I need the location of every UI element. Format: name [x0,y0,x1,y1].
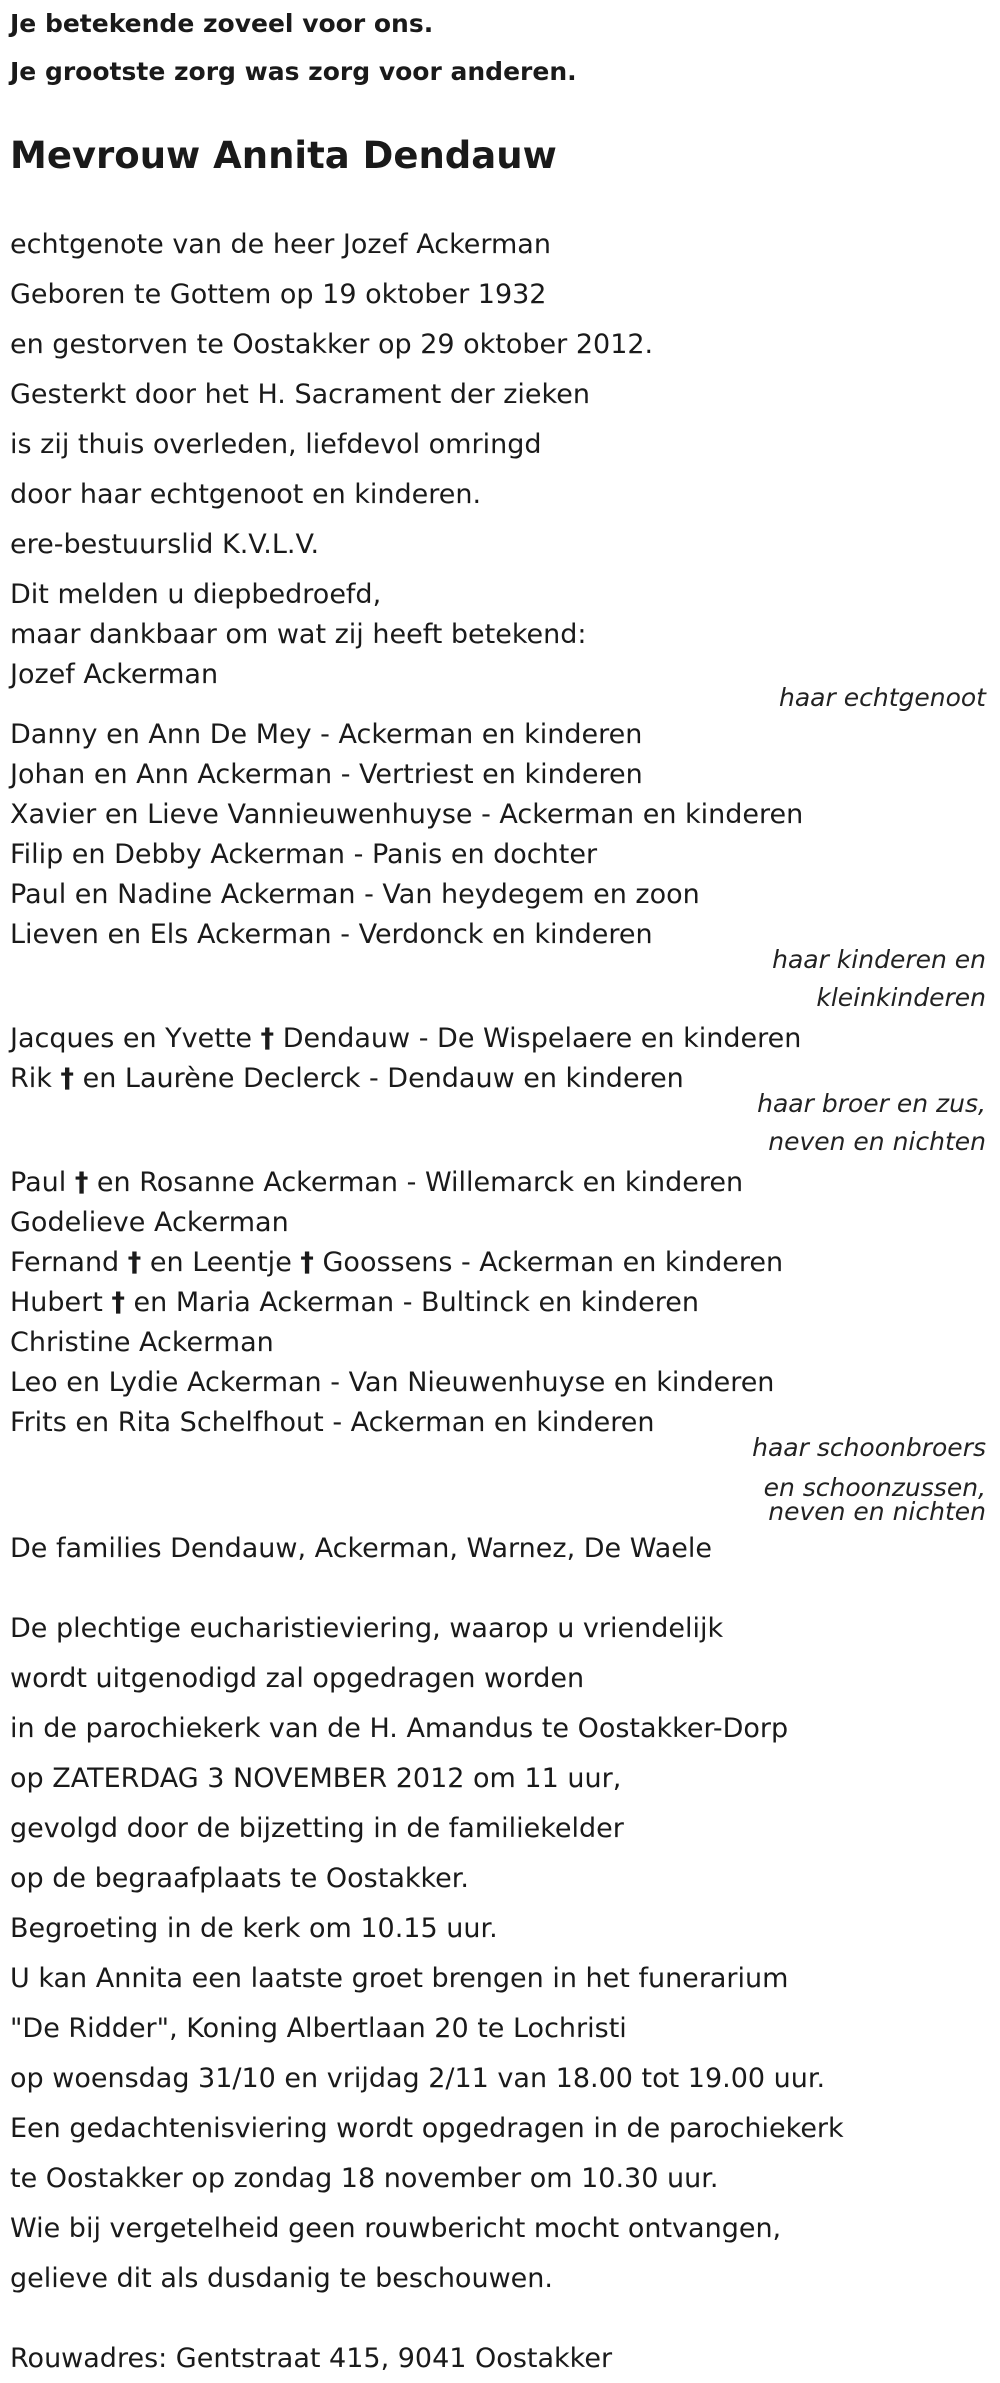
intro-line: ere-bestuurslid K.V.L.V. [10,529,320,560]
inlaw-family: Paul † en Rosanne Ackerman - Willemarck en kinderen [10,1167,744,1198]
cross-symbol: † [260,1023,275,1054]
ceremony-line: De plechtige eucharistieviering, waarop u vriendelijk [10,1613,724,1644]
ceremony-line: op de begraafplaats te Oostakker. [10,1863,469,1894]
relation-inlaws: en schoonzussen, [763,1473,986,1502]
child-family: Johan en Ann Ackerman - Vertriest en kinderen [10,759,643,790]
ceremony-line: "De Ridder", Koning Albertlaan 20 te Lochristi [10,2013,627,2044]
ceremony-line: op ZATERDAG 3 NOVEMBER 2012 om 11 uur, [10,1763,622,1794]
mourning-address: Rouwadres: Gentstraat 415, 9041 Oostakker [10,2343,613,2374]
child-family: Paul en Nadine Ackerman - Van heydegem en zoon [10,879,700,910]
deceased-name: Mevrouw Annita Dendauw [10,134,557,177]
ceremony-line: in de parochiekerk van de H. Amandus te Oostakker-Dorp [10,1713,789,1744]
ceremony-line: wordt uitgenodigd zal opgedragen worden [10,1663,585,1694]
cross-symbol: † [60,1063,74,1094]
ceremony-line: gelieve dit als dusdanig te beschouwen. [10,2263,553,2294]
relation-siblings: haar broer en zus, [757,1089,986,1118]
inlaw-family: Fernand † en Leentje † Goossens - Ackerman en kinderen [10,1247,784,1278]
intro-line: Gesterkt door het H. Sacrament der zieken [10,379,590,410]
child-family: Lieven en Els Ackerman - Verdonck en kinderen [10,919,653,950]
cross-symbol: † [74,1167,89,1198]
inlaw-family: Frits en Rita Schelfhout - Ackerman en kinderen [10,1407,655,1438]
inlaw-family: Leo en Lydie Ackerman - Van Nieuwenhuyse en kinderen [10,1367,775,1398]
inlaw-family: Godelieve Ackerman [10,1207,289,1238]
sibling-family: Jacques en Yvette † Dendauw - De Wispelaere en kinderen [10,1023,802,1054]
cross-symbol: † [127,1247,142,1278]
ceremony-line: U kan Annita een laatste groet brengen in het funerarium [10,1963,789,1994]
motto-line-2: Je grootste zorg was zorg voor anderen. [10,57,577,86]
cross-symbol: † [300,1247,314,1278]
child-family: Danny en Ann De Mey - Ackerman en kinderen [10,719,643,750]
relation-children: kleinkinderen [816,983,986,1012]
motto-line-1: Je betekende zoveel voor ons. [10,9,434,38]
ceremony-line: op woensdag 31/10 en vrijdag 2/11 van 18.00 tot 19.00 uur. [10,2063,826,2094]
announcement-line: maar dankbaar om wat zij heeft betekend: [10,619,587,650]
ceremony-line: Wie bij vergetelheid geen rouwbericht mocht ontvangen, [10,2213,782,2244]
child-family: Xavier en Lieve Vannieuwenhuyse - Ackerman en kinderen [10,799,804,830]
intro-line: is zij thuis overleden, liefdevol omringd [10,429,542,460]
cross-symbol: † [111,1287,125,1318]
ceremony-line: Begroeting in de kerk om 10.15 uur. [10,1913,498,1944]
ceremony-line: Een gedachtenisviering wordt opgedragen in de parochiekerk [10,2113,844,2144]
spouse-name: Jozef Ackerman [10,659,219,690]
sibling-family: Rik † en Laurène Declerck - Dendauw en kinderen [10,1063,684,1094]
relation-inlaws: haar schoonbroers [752,1433,986,1462]
relation-siblings: neven en nichten [768,1127,986,1156]
intro-line: Geboren te Gottem op 19 oktober 1932 [10,279,547,310]
child-family: Filip en Debby Ackerman - Panis en dochter [10,839,598,870]
relation-inlaws: neven en nichten [768,1497,986,1526]
ceremony-line: gevolgd door de bijzetting in de familiekelder [10,1813,624,1844]
intro-line: door haar echtgenoot en kinderen. [10,479,482,510]
ceremony-line: te Oostakker op zondag 18 november om 10.30 uur. [10,2163,719,2194]
families-line: De families Dendauw, Ackerman, Warnez, De Waele [10,1533,712,1564]
relation-children: haar kinderen en [772,945,986,974]
announcement-line: Dit melden u diepbedroefd, [10,579,382,610]
inlaw-family: Hubert † en Maria Ackerman - Bultinck en kinderen [10,1287,699,1318]
relation-spouse: haar echtgenoot [779,683,986,712]
inlaw-family: Christine Ackerman [10,1327,274,1358]
intro-line: echtgenote van de heer Jozef Ackerman [10,229,551,260]
intro-line: en gestorven te Oostakker op 29 oktober 2012. [10,329,654,360]
